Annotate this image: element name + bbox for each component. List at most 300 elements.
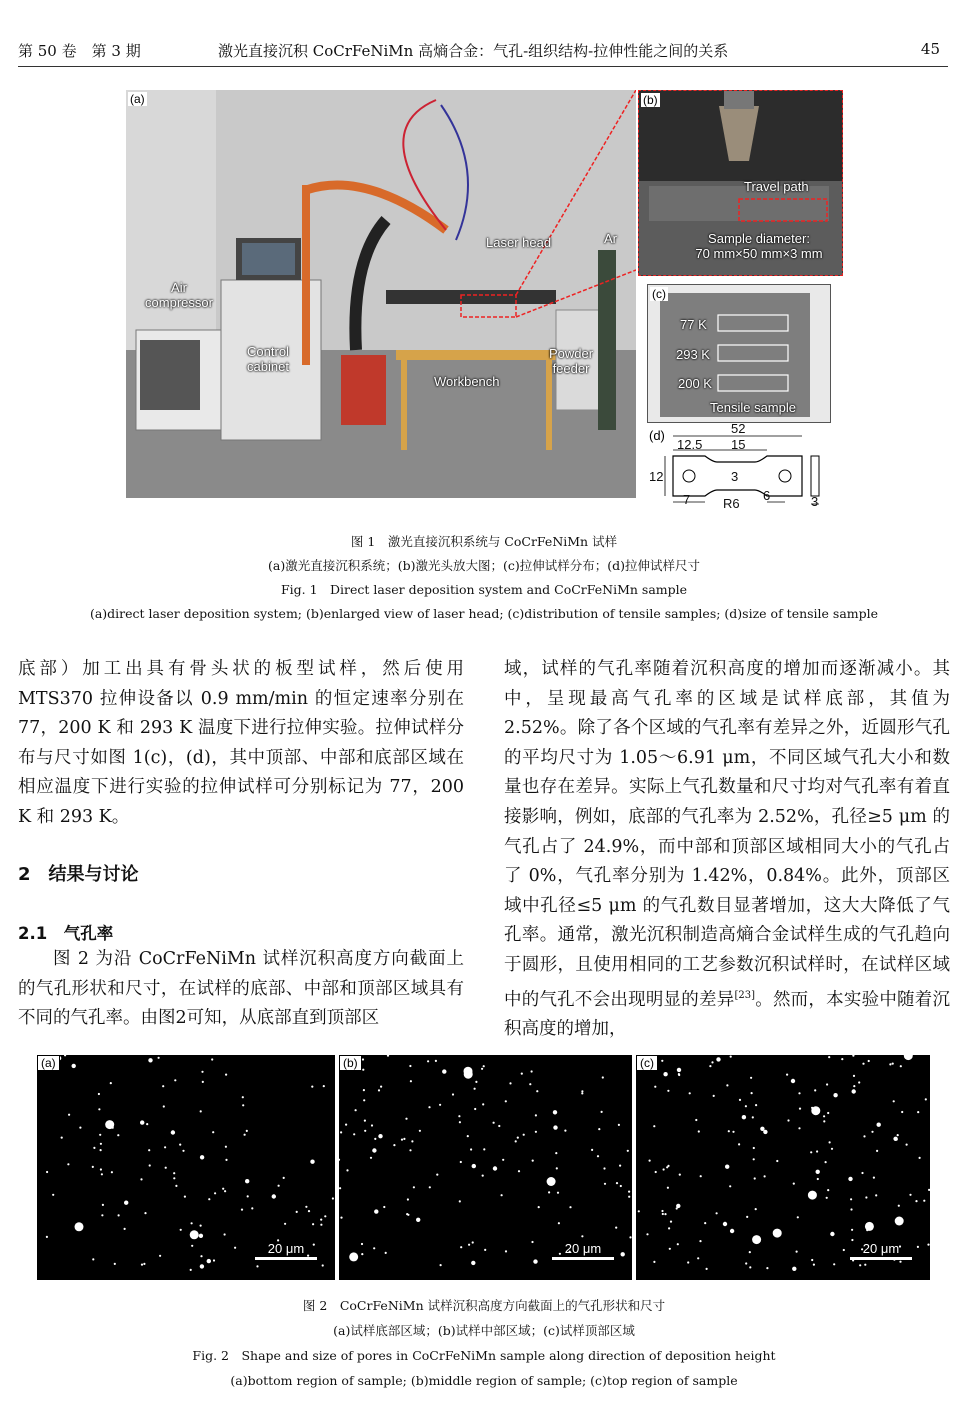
pore xyxy=(716,1057,720,1061)
pore xyxy=(726,1084,728,1086)
pore xyxy=(833,1263,835,1265)
pore xyxy=(92,1258,94,1260)
pore xyxy=(364,1120,366,1122)
pore xyxy=(165,1167,167,1169)
pore xyxy=(700,1175,702,1177)
pore xyxy=(811,1107,813,1109)
fig2-panel-a xyxy=(37,1055,335,1280)
pore xyxy=(798,1127,800,1129)
pore xyxy=(452,1093,454,1095)
pore xyxy=(597,1155,599,1157)
pore xyxy=(864,1264,866,1266)
pore xyxy=(917,1111,919,1113)
pore xyxy=(746,1216,748,1218)
fig2-caption-cn: 图 2 CoCrFeNiMn 试样沉积高度方向截面上的气孔形状和尺寸 xyxy=(302,1298,666,1313)
pore xyxy=(353,1133,355,1135)
pore xyxy=(143,1263,145,1265)
pore xyxy=(601,1111,603,1113)
label-sample-diameter: Sample diameter: 70 mm×50 mm×3 mm xyxy=(695,231,823,261)
label-control-cabinet: Control cabinet xyxy=(247,344,289,374)
pore xyxy=(816,1150,818,1152)
pore xyxy=(535,1131,537,1133)
pore xyxy=(709,1065,711,1067)
pore xyxy=(98,1108,100,1110)
pore xyxy=(728,1130,730,1132)
pore xyxy=(687,1261,689,1263)
pore xyxy=(723,1222,727,1226)
pore xyxy=(850,1208,852,1210)
fig1-caption-en: Fig. 1 Direct laser deposition system and CoCrFeNiMn sample xyxy=(280,582,688,597)
pore xyxy=(362,1069,364,1071)
pore xyxy=(410,1080,412,1082)
pore xyxy=(616,1182,618,1184)
pore xyxy=(99,1134,101,1136)
pore xyxy=(98,1093,100,1095)
pore xyxy=(202,1081,204,1083)
pore xyxy=(468,1244,470,1246)
pore xyxy=(505,1250,507,1252)
pore xyxy=(484,1249,486,1251)
pore xyxy=(889,1063,891,1065)
scale-bar-b xyxy=(552,1257,614,1260)
pore xyxy=(201,1071,203,1073)
pore xyxy=(407,1198,409,1200)
pore xyxy=(320,1219,322,1221)
pore xyxy=(764,1175,766,1177)
pore xyxy=(875,1194,877,1196)
pore xyxy=(296,1211,298,1213)
pore xyxy=(225,1074,227,1076)
pore xyxy=(162,1085,164,1087)
pore xyxy=(413,1186,415,1188)
pore xyxy=(340,1217,342,1219)
pore xyxy=(861,1172,863,1174)
pore xyxy=(475,1081,477,1083)
pore xyxy=(646,1233,648,1235)
scale-label-c: 20 μm xyxy=(862,1241,900,1256)
pore xyxy=(615,1227,617,1229)
pore xyxy=(251,1207,253,1209)
pore xyxy=(661,1210,663,1212)
pore xyxy=(364,1130,366,1132)
pore xyxy=(833,1093,837,1097)
pore xyxy=(472,1164,476,1168)
pore xyxy=(853,1075,855,1077)
pore xyxy=(813,1264,815,1266)
pore xyxy=(46,1236,48,1238)
dim-15: 15 xyxy=(731,437,746,452)
pore xyxy=(628,1196,630,1198)
pore xyxy=(459,1200,461,1202)
pore xyxy=(906,1144,908,1146)
pore xyxy=(339,1159,340,1161)
pore xyxy=(370,1157,372,1159)
dim-12-5: 12.5 xyxy=(677,437,703,452)
pore xyxy=(796,1251,798,1253)
fig1-panel-c-photo xyxy=(647,284,831,423)
pore xyxy=(798,1092,800,1094)
pore xyxy=(749,1266,751,1268)
pore xyxy=(481,1068,483,1070)
pore xyxy=(322,1264,324,1266)
pore xyxy=(247,1195,249,1197)
pore xyxy=(862,1063,864,1065)
pore xyxy=(823,1120,825,1122)
dim-7: 7 xyxy=(683,492,691,507)
pore xyxy=(787,1119,789,1121)
pore xyxy=(730,1056,732,1058)
pore xyxy=(387,1055,389,1057)
pore xyxy=(214,1192,216,1194)
pore xyxy=(786,1074,788,1076)
pore xyxy=(621,1252,625,1256)
label-powder-feeder: Powder feeder xyxy=(548,346,594,376)
pore xyxy=(378,1089,380,1091)
pore xyxy=(349,1252,358,1261)
pore xyxy=(863,1135,865,1137)
pore xyxy=(234,1247,236,1249)
pore xyxy=(766,1267,768,1269)
pore xyxy=(68,1114,70,1116)
pore xyxy=(739,1099,741,1101)
section-2-1-heading: 2.1 气孔率 xyxy=(18,924,114,943)
fig2-panel-c xyxy=(636,1055,930,1280)
fig1-caption-cn: 图 1 激光直接沉积系统与 CoCrFeNiMn 试样 xyxy=(350,534,618,549)
pore xyxy=(810,1151,812,1153)
pore xyxy=(521,1073,523,1075)
pore xyxy=(442,1069,446,1073)
pore xyxy=(184,1196,186,1198)
pore xyxy=(829,1141,831,1143)
pore xyxy=(79,1127,81,1129)
pore xyxy=(532,1160,534,1162)
pore xyxy=(474,1108,476,1110)
pore xyxy=(159,1255,161,1257)
pore xyxy=(925,1098,927,1100)
pore xyxy=(823,1115,825,1117)
pore xyxy=(547,1177,556,1186)
fig1-label-d: (d) xyxy=(649,428,665,443)
pore xyxy=(515,1140,517,1142)
pore xyxy=(581,1090,583,1092)
pore xyxy=(533,1259,537,1263)
pore xyxy=(893,1100,895,1102)
fig1-panel-d-drawing xyxy=(647,421,837,514)
pore xyxy=(163,1105,165,1107)
fig1-panel-a-photo xyxy=(126,90,636,498)
pore xyxy=(919,1157,921,1159)
pore xyxy=(732,1131,734,1133)
pore xyxy=(174,1079,176,1081)
pore xyxy=(851,1229,853,1231)
right-column xyxy=(504,655,950,1045)
pore xyxy=(459,1121,461,1123)
pore xyxy=(799,1108,801,1110)
pore xyxy=(383,1206,385,1208)
pore xyxy=(773,1229,782,1238)
pore xyxy=(917,1246,919,1248)
pore xyxy=(401,1139,403,1141)
pore xyxy=(493,1166,497,1170)
pore xyxy=(858,1081,860,1083)
pore xyxy=(529,1083,531,1085)
pore xyxy=(760,1127,764,1131)
pore xyxy=(439,1104,441,1106)
pore xyxy=(899,1261,901,1263)
label-workbench: Workbench xyxy=(434,374,500,389)
pore xyxy=(697,1257,699,1259)
pore xyxy=(598,1128,600,1130)
pore xyxy=(676,1207,678,1209)
pore xyxy=(928,1189,930,1191)
pore xyxy=(175,1185,177,1187)
pore xyxy=(105,1120,114,1129)
pore xyxy=(436,1174,438,1176)
pore xyxy=(603,1167,605,1169)
pore xyxy=(149,1164,151,1166)
pore xyxy=(620,1185,622,1187)
pore xyxy=(409,1149,411,1151)
pore xyxy=(460,1161,462,1163)
pore xyxy=(670,1221,672,1223)
fig2-label-a: (a) xyxy=(37,1055,60,1071)
section-2-heading: 2 结果与讨论 xyxy=(18,864,139,885)
pore xyxy=(827,1112,829,1114)
dim-12: 12 xyxy=(649,469,664,484)
pore xyxy=(61,1137,63,1139)
pore xyxy=(373,1247,375,1249)
pore xyxy=(207,1259,211,1263)
fig1-subcaption-cn: (a)激光直接沉积系统；(b)激光头放大图；(c)拉伸试样分布；(d)拉伸试样尺寸 xyxy=(268,558,700,573)
pore xyxy=(199,1234,203,1238)
pore xyxy=(667,1187,669,1189)
pore xyxy=(776,1160,778,1162)
pore xyxy=(393,1144,395,1146)
pore xyxy=(629,1236,631,1238)
left-column-para1 xyxy=(18,655,464,833)
pore xyxy=(811,1259,813,1261)
pore xyxy=(581,1092,583,1094)
left-para2: 图 2 为沿 CoCrFeNiMn 试样沉积高度方向截面上的气孔形状和尺寸，在试样的底部、中部和顶部区域具有不同的气孔率。由图2可知，从底部直到顶部区 xyxy=(18,949,464,1029)
pore xyxy=(345,1124,347,1126)
pore xyxy=(502,1159,504,1161)
pore xyxy=(148,1058,152,1062)
pore xyxy=(67,1163,69,1165)
pore xyxy=(362,1058,364,1060)
pore xyxy=(678,1074,680,1076)
pore xyxy=(698,1130,700,1132)
pore xyxy=(557,1192,559,1194)
pore xyxy=(915,1200,917,1202)
pore xyxy=(310,1160,314,1164)
scale-bar-c xyxy=(850,1257,912,1260)
pore xyxy=(482,1175,484,1177)
pore xyxy=(753,1158,755,1160)
pore xyxy=(208,1198,210,1200)
pore xyxy=(225,1146,227,1148)
fig2-subcaption-en: (a)bottom region of sample; (b)middle region of sample; (c)top region of sample xyxy=(230,1373,738,1388)
pore xyxy=(245,1179,249,1183)
pore xyxy=(114,1263,116,1265)
pore xyxy=(191,1245,193,1247)
pore xyxy=(200,1264,204,1268)
pore xyxy=(627,1150,629,1152)
pore xyxy=(124,1228,126,1230)
pore xyxy=(200,1225,202,1227)
pore xyxy=(859,1264,861,1266)
dim-6: 6 xyxy=(763,488,771,503)
label-200k: 200 K xyxy=(678,376,712,391)
pore xyxy=(190,1269,192,1271)
pore xyxy=(558,1222,560,1224)
pore xyxy=(892,1063,894,1065)
pore xyxy=(619,1165,621,1167)
pore xyxy=(100,1168,102,1170)
pore xyxy=(427,1060,429,1062)
pore xyxy=(211,1058,213,1060)
pore xyxy=(653,1125,655,1127)
pore xyxy=(458,1115,460,1117)
pore xyxy=(141,1264,143,1266)
pore xyxy=(101,1214,103,1216)
pore xyxy=(873,1177,875,1179)
pore xyxy=(664,1213,666,1215)
pore xyxy=(200,1255,202,1257)
pore xyxy=(893,1137,897,1141)
pore xyxy=(517,1137,519,1139)
pore xyxy=(826,1197,828,1199)
pore xyxy=(77,1227,79,1229)
pore xyxy=(212,1131,214,1133)
pore xyxy=(793,1183,795,1185)
pore xyxy=(677,1068,681,1072)
right-para1-b: 。然而，本实验中随着沉积高度的增加， xyxy=(504,989,951,1039)
pore xyxy=(222,1188,224,1190)
pore xyxy=(225,1159,227,1161)
pore xyxy=(751,1092,753,1094)
scale-label-b: 20 μm xyxy=(564,1241,602,1256)
pore xyxy=(825,1161,827,1163)
pore xyxy=(853,1085,855,1087)
pore xyxy=(380,1086,382,1088)
pore xyxy=(340,1131,342,1133)
pore xyxy=(667,1165,669,1167)
pore xyxy=(244,1134,246,1136)
pore xyxy=(791,1079,795,1083)
pore xyxy=(428,1106,430,1108)
pore xyxy=(311,1086,313,1088)
pore xyxy=(868,1060,870,1062)
pore xyxy=(406,1213,408,1215)
pore xyxy=(505,1100,507,1102)
pore xyxy=(374,1209,378,1213)
pore xyxy=(553,1125,557,1129)
pore xyxy=(171,1130,175,1134)
pore xyxy=(144,1212,146,1214)
pore xyxy=(716,1212,718,1214)
pore xyxy=(831,1148,833,1150)
pore xyxy=(662,1213,664,1215)
pore xyxy=(146,1123,148,1125)
pore xyxy=(729,1185,731,1187)
journal-volume: 第 50 卷 第 3 期 xyxy=(18,42,141,60)
pore xyxy=(569,1206,571,1208)
pore xyxy=(852,1055,854,1057)
pore xyxy=(808,1191,817,1200)
pore xyxy=(877,1123,881,1127)
pore xyxy=(191,1222,193,1224)
pore xyxy=(374,1138,376,1140)
fig2-caption-en: Fig. 2 Shape and size of pores in CoCrFeNiMn sample along direction of deposition height xyxy=(192,1348,776,1363)
pore xyxy=(816,1170,820,1174)
pore xyxy=(416,1218,420,1222)
label-travel-path: Travel path xyxy=(744,179,809,194)
pore xyxy=(284,1223,286,1225)
pore xyxy=(841,1058,843,1060)
pore xyxy=(897,1134,899,1136)
pore xyxy=(668,1227,670,1229)
pore xyxy=(64,1055,66,1056)
pore xyxy=(745,1105,747,1107)
pore xyxy=(471,1261,475,1265)
pore xyxy=(695,1119,697,1121)
fig1-label-b: (b) xyxy=(643,93,658,107)
pore xyxy=(638,1210,640,1212)
pore xyxy=(900,1065,902,1067)
pore xyxy=(324,1215,326,1217)
pore xyxy=(523,1134,525,1136)
pore xyxy=(706,1268,708,1270)
pore xyxy=(654,1086,656,1088)
pore xyxy=(535,1114,537,1116)
pore xyxy=(755,1104,757,1106)
pore xyxy=(419,1130,421,1132)
left-para1: 底部）加工出具有骨头状的板型试样，然后使用 MTS370 拉伸设备以 0.9 mm/min 的恒定速率分别在 77，200 K 和 293 K 温度下进行拉伸实验。拉伸试样分布与尺寸如图 1(c)，(d)，其中顶部、中部和底部区域在相应温度下进行实验的拉伸试样可分别标记为 77，200 K 和 293 K。 xyxy=(18,659,464,827)
citation-23[interactable]: [23] xyxy=(734,989,755,1001)
pore xyxy=(850,1198,852,1200)
running-title: 激光直接沉积 CoCrFeNiMn 高熵合金：气孔-组织结构-拉伸性能之间的关系 xyxy=(218,42,729,60)
pore xyxy=(628,1191,630,1193)
dim-52: 52 xyxy=(731,421,746,436)
pore xyxy=(100,1143,102,1145)
pore xyxy=(581,1235,583,1237)
pore xyxy=(649,1160,651,1162)
pore xyxy=(713,1095,715,1097)
pore xyxy=(509,1082,511,1084)
pore xyxy=(363,1099,365,1101)
pore xyxy=(553,1110,557,1114)
pore xyxy=(865,1222,874,1231)
pore xyxy=(75,1222,84,1231)
pore xyxy=(241,1209,243,1211)
pore xyxy=(518,1170,520,1172)
pore xyxy=(363,1089,365,1091)
pore xyxy=(472,1241,474,1243)
pore xyxy=(843,1249,845,1251)
label-ar: Ar xyxy=(604,231,617,246)
pore xyxy=(482,1103,484,1105)
label-tensile-sample: Tensile sample xyxy=(710,400,796,415)
pore xyxy=(865,1196,867,1198)
pore xyxy=(140,1178,142,1180)
pore xyxy=(100,1149,102,1151)
pore xyxy=(483,1148,485,1150)
pore xyxy=(180,1229,182,1231)
pore xyxy=(403,1138,405,1140)
pore xyxy=(467,1135,469,1137)
pore xyxy=(923,1200,925,1202)
pore xyxy=(92,1166,94,1168)
